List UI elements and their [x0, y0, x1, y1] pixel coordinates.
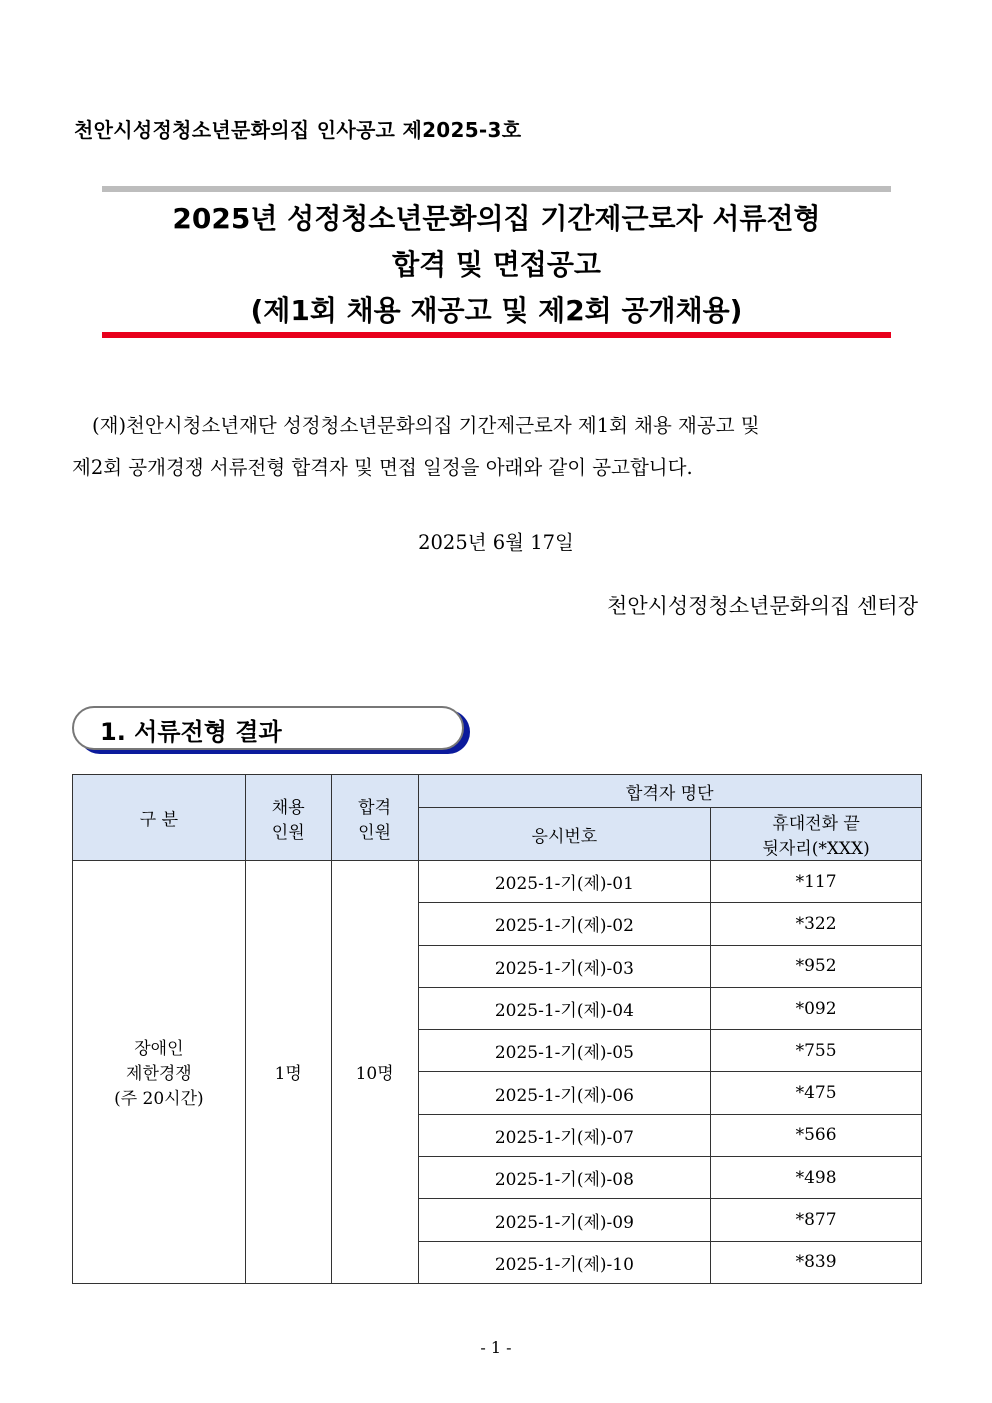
applicant-no-cell: 2025-1-기(제)-07	[418, 1114, 711, 1156]
section-heading: 1. 서류전형 결과	[100, 718, 282, 746]
phone-cell: *322	[711, 903, 922, 945]
applicant-no-cell: 2025-1-기(제)-04	[418, 987, 711, 1029]
applicant-no-cell: 2025-1-기(제)-03	[418, 945, 711, 987]
phone-cell: *755	[711, 1030, 922, 1072]
phone-cell: *566	[711, 1114, 922, 1156]
phone-cell: *475	[711, 1072, 922, 1114]
applicant-no-cell: 2025-1-기(제)-02	[418, 903, 711, 945]
title-line-2: 합격 및 면접공고	[392, 248, 601, 281]
phone-cell: *839	[711, 1241, 922, 1283]
phone-cell: *498	[711, 1157, 922, 1199]
title-top-rule	[102, 186, 891, 192]
applicant-no-cell: 2025-1-기(제)-08	[418, 1157, 711, 1199]
document-title	[102, 196, 891, 334]
phone-cell: *952	[711, 945, 922, 987]
pass-count-cell: 10명	[331, 861, 418, 1284]
header-category: 구 분	[73, 775, 246, 861]
hire-count-cell: 1명	[245, 861, 331, 1284]
header-applicant-no: 응시번호	[418, 808, 711, 861]
announcement-body	[72, 405, 902, 489]
notice-number: 천안시성정청소년문화의집 인사공고 제2025-3호	[74, 118, 522, 142]
applicant-no-cell: 2025-1-기(제)-01	[418, 861, 711, 903]
header-pass-list: 합격자 명단	[418, 775, 921, 808]
body-line-1: (재)천안시청소년재단 성정청소년문화의집 기간제근로자 제1회 채용 재공고 및	[92, 414, 760, 437]
result-table	[72, 774, 922, 1284]
phone-cell: *117	[711, 861, 922, 903]
signer: 천안시성정청소년문화의집 센터장	[607, 594, 918, 618]
phone-cell: *092	[711, 987, 922, 1029]
category-cell: 장애인 제한경쟁 (주 20시간)	[73, 861, 246, 1284]
title-bottom-rule	[102, 332, 891, 338]
page-number: - 1 -	[480, 1338, 512, 1357]
title-line-3: (제1회 채용 재공고 및 제2회 공개채용)	[250, 294, 743, 327]
applicant-no-cell: 2025-1-기(제)-05	[418, 1030, 711, 1072]
title-line-1: 2025년 성정청소년문화의집 기간제근로자 서류전형	[172, 202, 821, 235]
applicant-no-cell: 2025-1-기(제)-10	[418, 1241, 711, 1283]
applicant-no-cell: 2025-1-기(제)-09	[418, 1199, 711, 1241]
header-pass-count: 합격 인원	[331, 775, 418, 861]
header-hire-count: 채용 인원	[245, 775, 331, 861]
table-row	[73, 861, 922, 903]
body-line-2: 제2회 공개경쟁 서류전형 합격자 및 면접 일정을 아래와 같이 공고합니다.	[72, 456, 693, 479]
applicant-no-cell: 2025-1-기(제)-06	[418, 1072, 711, 1114]
phone-cell: *877	[711, 1199, 922, 1241]
header-phone-last: 휴대전화 끝 뒷자리(*XXX)	[711, 808, 922, 861]
announcement-date: 2025년 6월 17일	[418, 531, 574, 554]
